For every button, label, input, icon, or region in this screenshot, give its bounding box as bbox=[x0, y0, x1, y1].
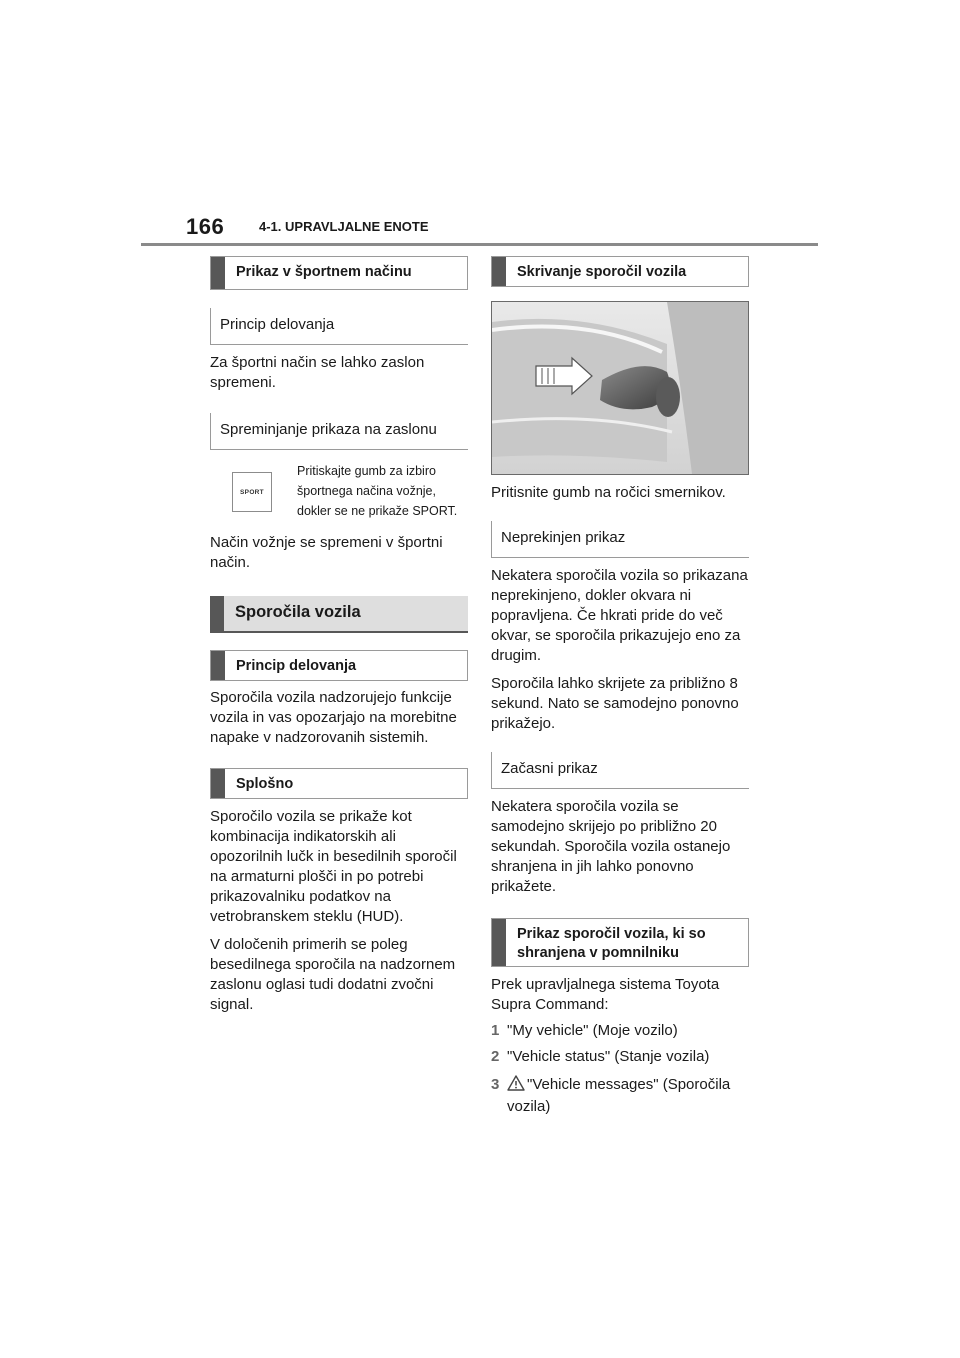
section-title: 4-1. UPRAVLJALNE ENOTE bbox=[259, 219, 429, 234]
heading-vehicle-messages: Sporočila vozila bbox=[210, 596, 468, 631]
step-number: 3 bbox=[491, 1076, 500, 1093]
steps-list bbox=[491, 1021, 749, 1117]
paragraph-via-command: Prek upravljalnega sistema Toyota Supra Command: bbox=[491, 976, 720, 1013]
heading-general: Splošno bbox=[210, 768, 468, 799]
subheading-temporary-display: Začasni prikaz bbox=[491, 752, 749, 789]
paragraph-principle-2: Sporočila vozila nadzorujejo funkcije vozila in vas opozarjajo na morebitne napake v nadzorovanih sistemih. bbox=[210, 689, 457, 746]
heading-sport-display: Prikaz v športnem načinu bbox=[210, 256, 468, 290]
paragraph-principle: Za športni način se lahko zaslon spremeni. bbox=[210, 354, 425, 391]
sport-instruction-text: Pritiskajte gumb za izbiro športnega načina vožnje, dokler se ne prikaže SPORT. bbox=[297, 464, 458, 518]
subheading-principle: Princip delovanja bbox=[210, 308, 468, 345]
step-text: "Vehicle status" (Stanje vozila) bbox=[507, 1048, 710, 1065]
paragraph-general-1: Sporočilo vozila se prikaže kot kombinacija indikatorskih ali opozorilnih lučk in besedilnih sporočil na armaturni plošči in po potrebi prikazovalniku podatkov na vetrobranskem steklu (HUD). bbox=[210, 808, 457, 925]
subheading-continuous-display: Neprekinjen prikaz bbox=[491, 521, 749, 558]
step-text: "My vehicle" (Moje vozilo) bbox=[507, 1022, 678, 1039]
heading-stored-messages: Prikaz sporočil vozila, ki so shranjena v pomnilniku bbox=[491, 918, 749, 967]
list-item bbox=[491, 1047, 749, 1067]
paragraph-press-button: Pritisnite gumb na ročici smernikov. bbox=[491, 484, 726, 501]
right-column bbox=[491, 256, 749, 1117]
heading-principle-2: Princip delovanja bbox=[210, 650, 468, 681]
sport-instruction-row bbox=[210, 450, 468, 521]
paragraph-continuous-2: Sporočila lahko skrijete za približno 8 sekund. Nato se samodejno ponovno prikažejo. bbox=[491, 675, 739, 732]
paragraph-general-2: V določenih primerih se poleg besedilnega sporočila na nadzornem zaslonu oglasi tudi dodatni zvočni signal. bbox=[210, 936, 456, 1013]
step-text: "Vehicle messages" (Sporočila vozila) bbox=[507, 1076, 731, 1115]
paragraph-mode-change: Način vožnje se spremeni v športni način. bbox=[210, 534, 443, 571]
list-item bbox=[491, 1021, 749, 1041]
paragraph-temporary: Nekatera sporočila vozila se samodejno skrijejo po približno 20 sekundah. Sporočila vozila ostanejo shranjena in jih lahko ponovno prikažete. bbox=[491, 798, 731, 895]
left-column bbox=[210, 256, 468, 1015]
heading-hide-messages: Skrivanje sporočil vozila bbox=[491, 256, 749, 287]
subheading-change-display: Spreminjanje prikaza na zaslonu bbox=[210, 413, 468, 450]
step-number: 2 bbox=[491, 1048, 500, 1065]
step-number: 1 bbox=[491, 1022, 500, 1039]
warning-triangle-icon bbox=[507, 1075, 525, 1097]
paragraph-continuous-1: Nekatera sporočila vozila so prikazana neprekinjeno, dokler okvara ni popravljena. Če hkrati pride do več okvar, se sporočila prikazujejo eno za drugim. bbox=[491, 567, 748, 664]
header-rule bbox=[141, 243, 818, 246]
page-number: 166 bbox=[186, 214, 225, 239]
turn-signal-lever-photo bbox=[491, 301, 749, 475]
sport-button-icon: SPORT bbox=[232, 472, 272, 512]
list-item bbox=[491, 1075, 749, 1117]
